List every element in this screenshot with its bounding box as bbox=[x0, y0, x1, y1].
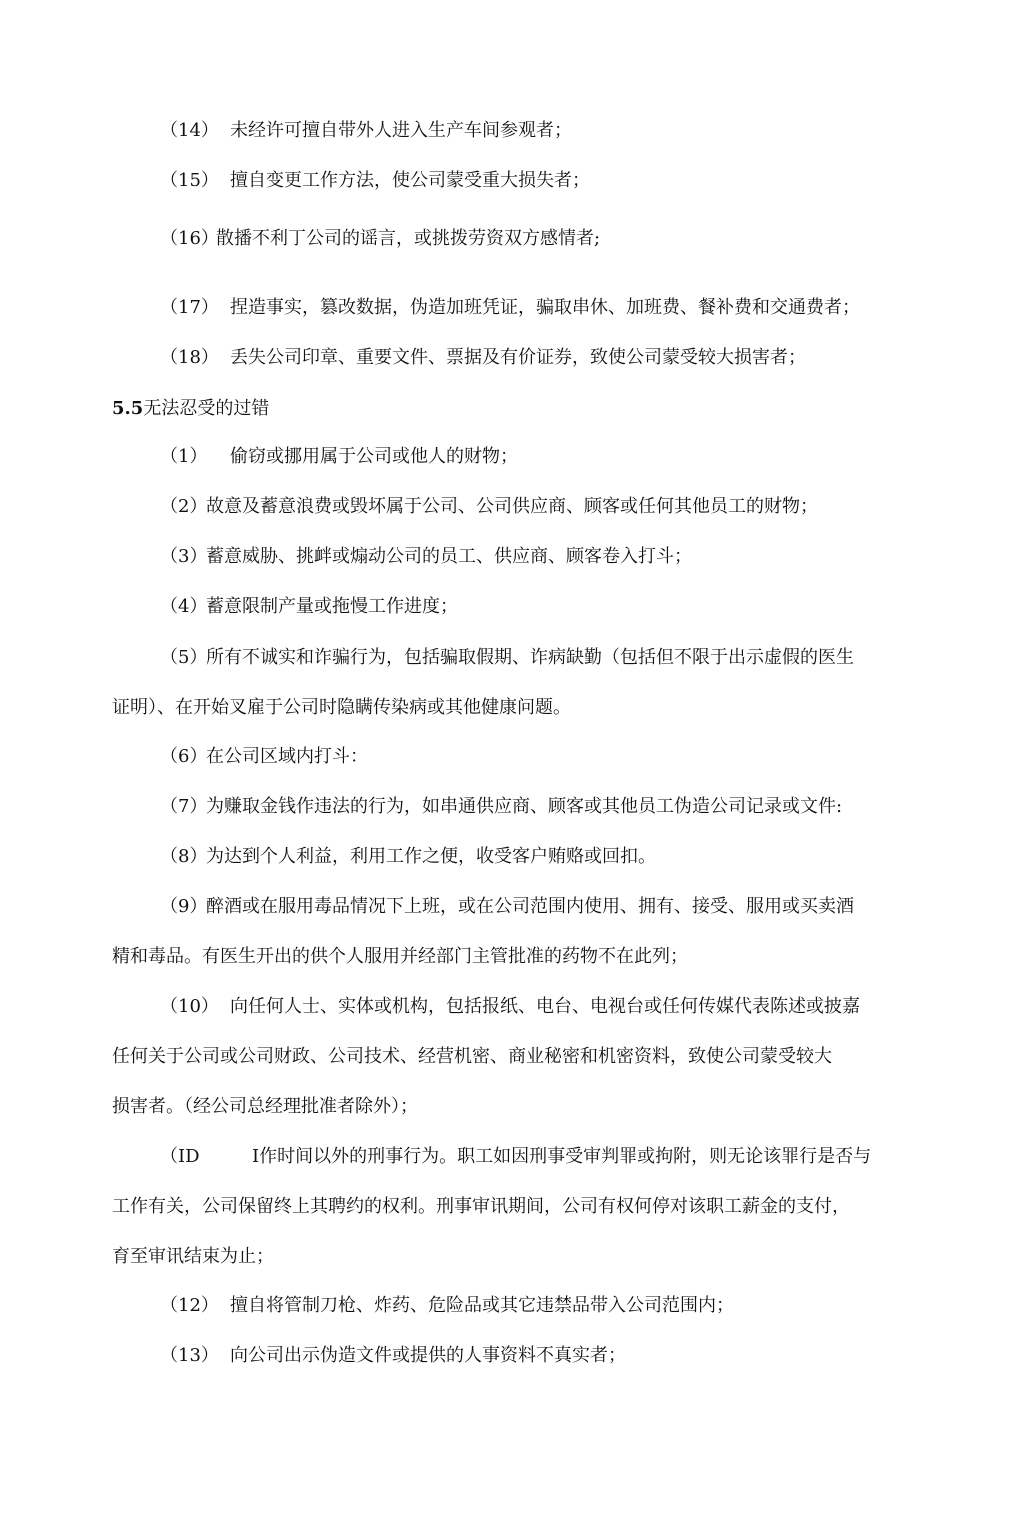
list-item-continuation bbox=[112, 944, 688, 970]
list-item bbox=[160, 794, 842, 820]
item-text-continued: 损害者。（经公司总经理批准者除外）； bbox=[112, 1096, 418, 1117]
list-item bbox=[160, 544, 692, 570]
item-text: 蓄意限制产量或拖慢工作进度； bbox=[206, 596, 458, 617]
item-text: 蓄意威胁、挑衅或煽动公司的员工、供应商、顾客卷入打斗； bbox=[206, 546, 692, 567]
item-number: （15） bbox=[160, 170, 219, 191]
item-text: 擅自变更工作方法，使公司蒙受重大损失者； bbox=[230, 170, 590, 191]
item-text-continued: 精和毒品。有医生开出的供个人服用并经部门主管批准的药物不在此列； bbox=[112, 946, 688, 967]
item-number: （12） bbox=[160, 1295, 219, 1316]
item-text: 未经许可擅自带外人进入生产车间参观者； bbox=[230, 120, 572, 141]
list-item bbox=[160, 345, 806, 371]
item-text: 向任何人士、实体或机构，包括报纸、电台、电视台或任何传媒代表陈述或披嘉 bbox=[230, 996, 860, 1017]
list-item bbox=[160, 844, 656, 870]
item-text-continued: 证明）、在开始叉雇于公司时隐瞒传染病或其他健康问题。 bbox=[112, 697, 571, 718]
section-number: 5.5 bbox=[112, 398, 144, 419]
item-number: （1） bbox=[160, 446, 208, 467]
list-item bbox=[160, 645, 854, 671]
list-item-continuation bbox=[112, 1244, 274, 1270]
item-text: 醉酒或在服用毒品情况下上班，或在公司范围内使用、拥有、接受、服用或买卖酒 bbox=[206, 896, 854, 917]
list-item-continuation bbox=[112, 1094, 418, 1120]
section-heading bbox=[112, 396, 269, 422]
list-item bbox=[160, 444, 518, 470]
item-number: （16） bbox=[160, 228, 219, 249]
list-item-continuation bbox=[112, 695, 571, 721]
list-item bbox=[160, 594, 458, 620]
list-item bbox=[160, 168, 590, 194]
list-item bbox=[160, 226, 600, 252]
list-item bbox=[160, 295, 860, 321]
item-number: （10） bbox=[160, 996, 219, 1017]
item-number: （6） bbox=[160, 746, 208, 767]
item-text: 擅自将管制刀枪、炸药、危险品或其它违禁品带入公司范围内； bbox=[230, 1295, 734, 1316]
item-text-continued: 任何关于公司或公司财政、公司技术、经营机密、商业秘密和机密资料，致使公司蒙受较大 bbox=[112, 1046, 832, 1067]
item-text: 为达到个人利益，利用工作之便，收受客户贿赂或回扣。 bbox=[206, 846, 656, 867]
item-number: （5） bbox=[160, 647, 208, 668]
item-number: （9） bbox=[160, 896, 208, 917]
list-item bbox=[160, 1343, 626, 1369]
item-text: 故意及蓄意浪费或毁坏属于公司、公司供应商、顾客或任何其他员工的财物； bbox=[206, 496, 818, 517]
item-text: I作时间以外的刑事行为。职工如因刑事受审判罪或拘附，则无论该罪行是否与 bbox=[252, 1146, 872, 1167]
list-item bbox=[160, 744, 368, 770]
item-text: 丢失公司印章、重要文件、票据及有价证券，致使公司蒙受较大损害者； bbox=[230, 347, 806, 368]
list-item bbox=[160, 994, 860, 1020]
item-text: 为赚取金钱作违法的行为，如串通供应商、顾客或其他员工伪造公司记录或文件: bbox=[206, 796, 843, 817]
list-item-continuation bbox=[112, 1044, 832, 1070]
item-number: （3） bbox=[160, 546, 208, 567]
list-item bbox=[160, 1144, 871, 1170]
item-number: （14） bbox=[160, 120, 219, 141]
item-text-continued: 育至审讯结束为止； bbox=[112, 1246, 274, 1267]
list-item bbox=[160, 494, 818, 520]
item-text: 散播不利丁公司的谣言，或挑拨劳资双方感情者; bbox=[216, 228, 601, 249]
item-number: （17） bbox=[160, 297, 219, 318]
item-text: 所有不诚实和诈骗行为，包括骗取假期、诈病缺勤（包括但不限于出示虚假的医生 bbox=[206, 647, 854, 668]
item-text: 向公司出示伪造文件或提供的人事资料不真实者； bbox=[230, 1345, 626, 1366]
item-number: （18） bbox=[160, 347, 219, 368]
list-item bbox=[160, 1293, 734, 1319]
item-text: 在公司区域内打斗： bbox=[206, 746, 368, 767]
item-number: （ID bbox=[160, 1146, 200, 1167]
list-item-continuation bbox=[112, 1194, 850, 1220]
list-item bbox=[160, 894, 854, 920]
item-text-continued: 工作有关，公司保留终上其聘约的权利。刑事审讯期间，公司有权何停对该职工薪金的支付， bbox=[112, 1196, 850, 1217]
item-number: （7） bbox=[160, 796, 208, 817]
item-text: 偷窃或挪用属于公司或他人的财物； bbox=[230, 446, 518, 467]
item-number: （4） bbox=[160, 596, 208, 617]
list-item bbox=[160, 118, 572, 144]
item-number: （13） bbox=[160, 1345, 219, 1366]
item-text: 捏造事实，篡改数据，伪造加班凭证，骗取串休、加班费、餐补费和交通费者； bbox=[230, 297, 860, 318]
item-number: （2） bbox=[160, 496, 208, 517]
section-title: 无法忍受的过错 bbox=[143, 398, 270, 419]
item-number: （8） bbox=[160, 846, 208, 867]
